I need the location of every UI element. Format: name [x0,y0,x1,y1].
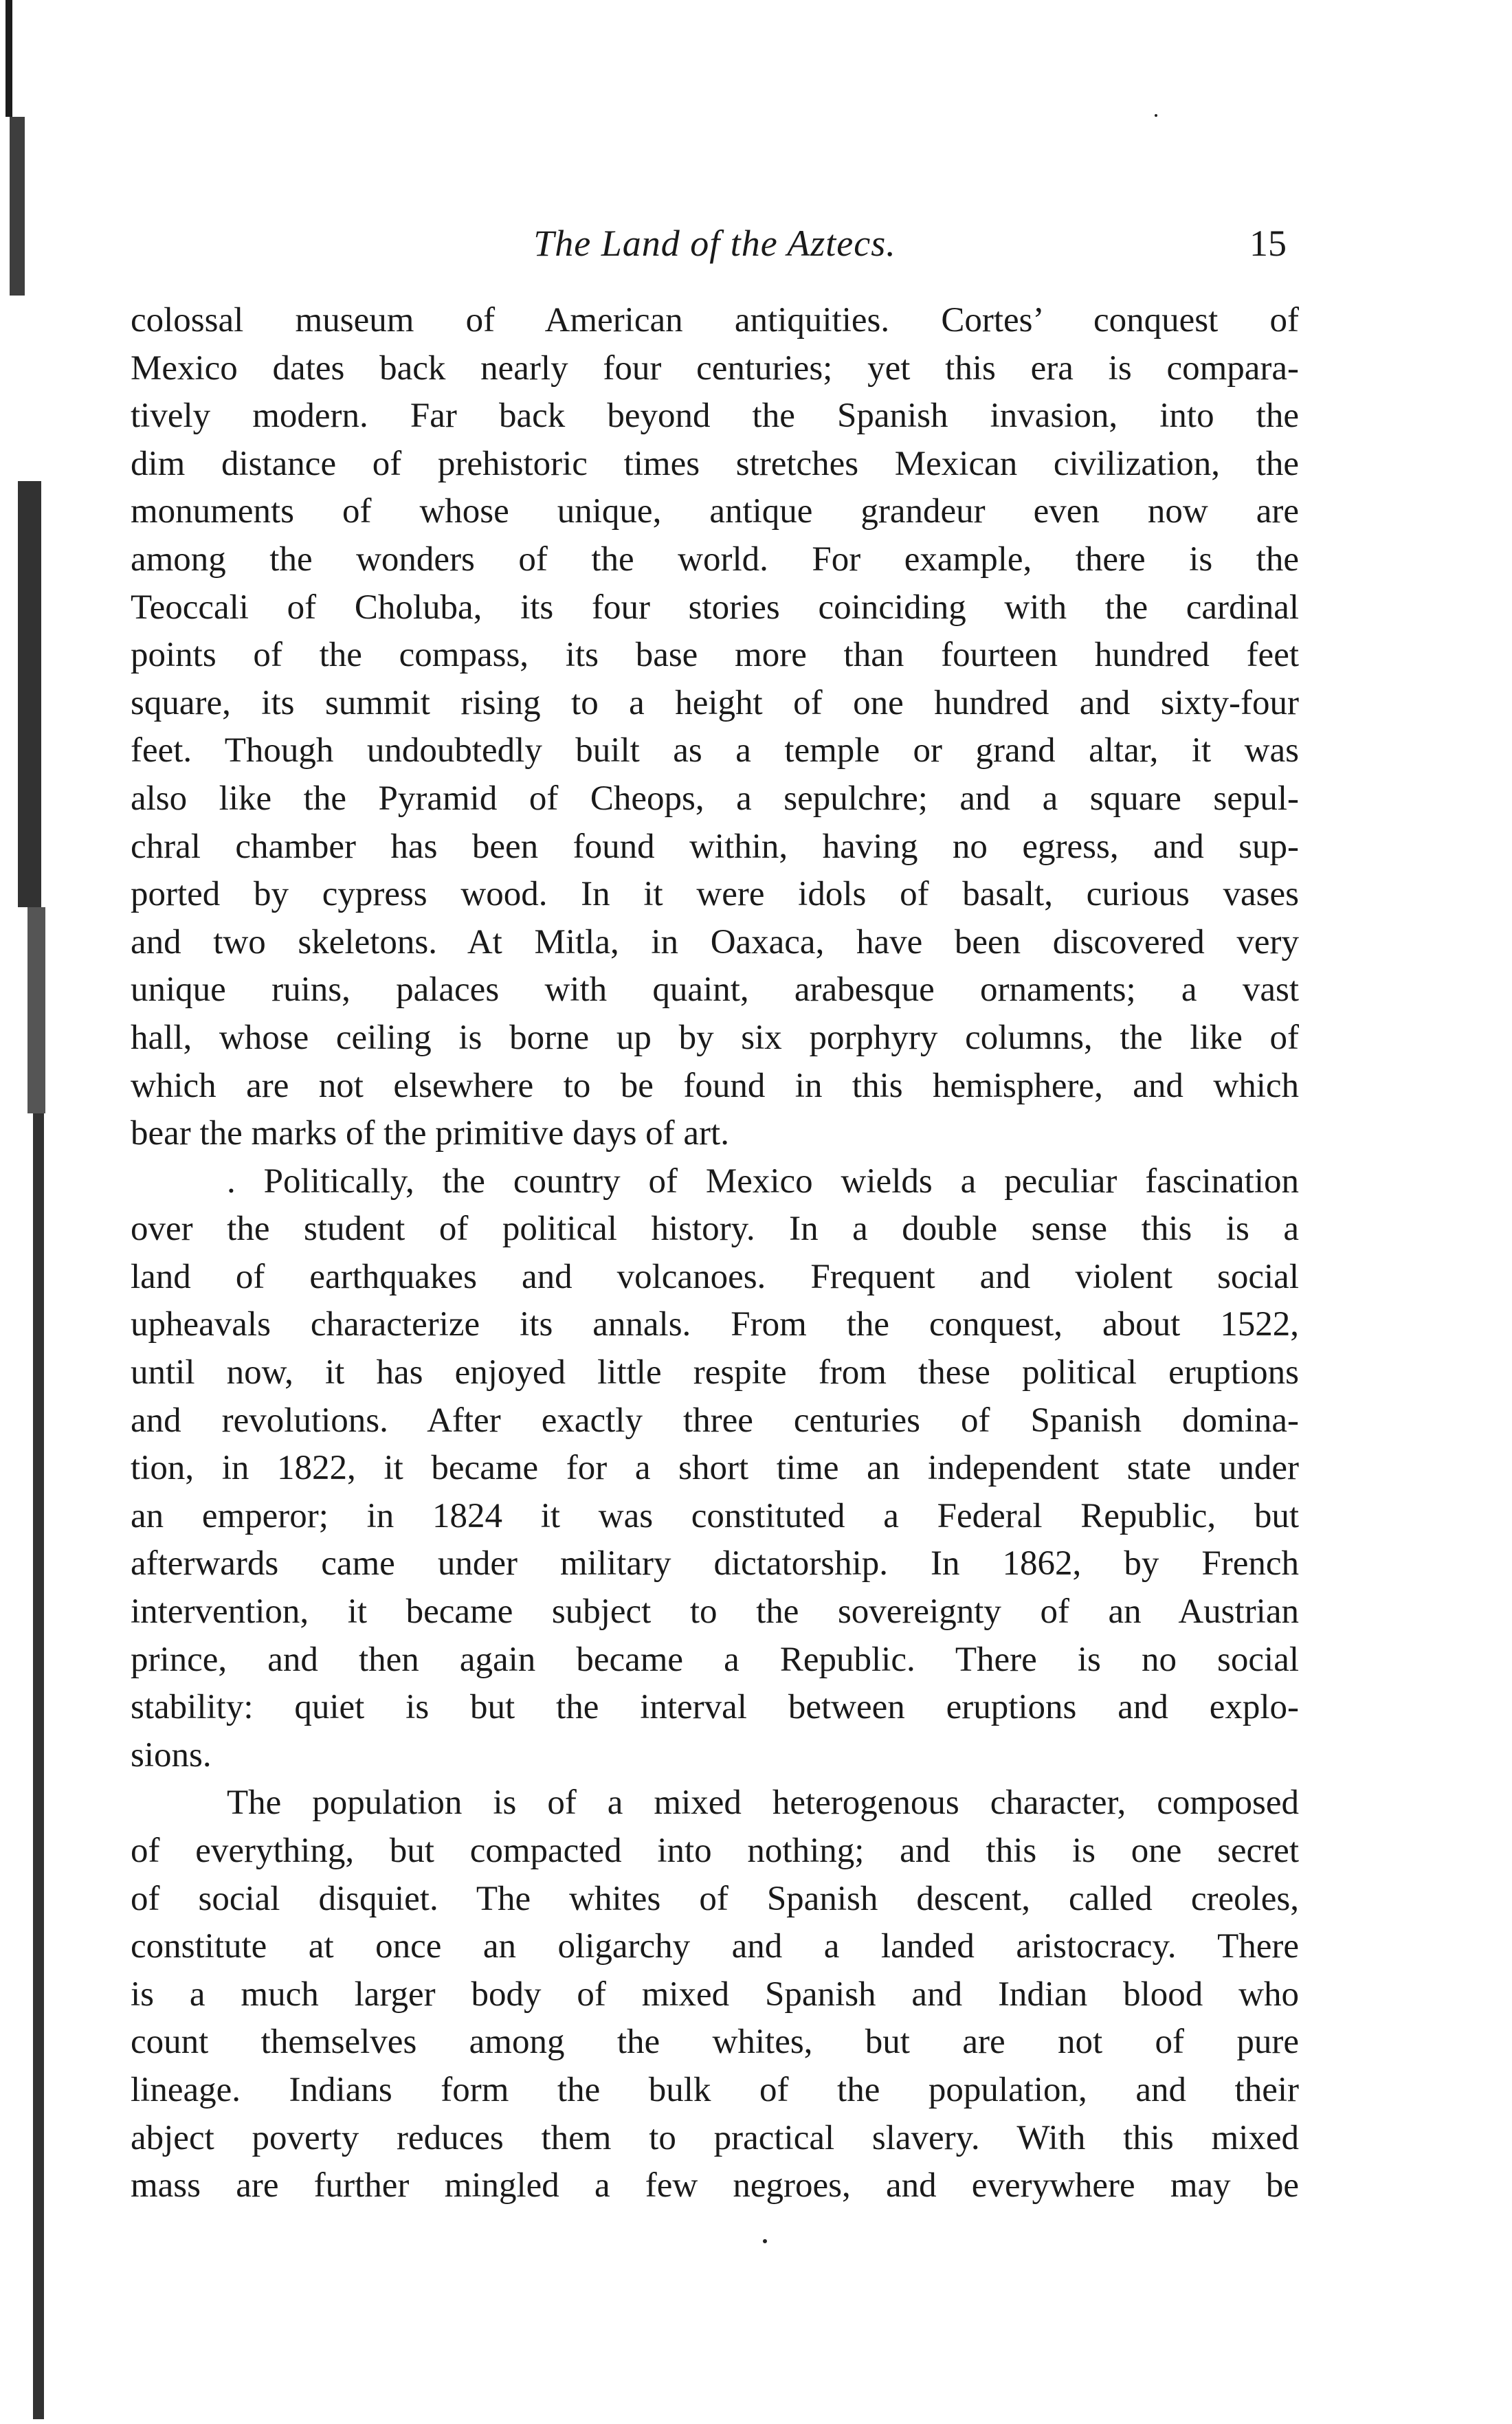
binding-shadow [33,1113,44,2419]
text-line: points of the compass, its base more than fourteen hundred feet [131,636,1299,675]
text-line: colossal museum of American antiquities. Cortes’ conquest of [131,301,1299,340]
text-line: of everything, but compacted into nothing; and this is one secret [131,1832,1299,1870]
body-text [131,297,1299,2210]
text-line: square, its summit rising to a height of one hundred and sixty-four [131,683,1299,722]
text-line: stability: quiet is but the interval between eruptions and explo- [131,1688,1299,1727]
text-line: and revolutions. After exactly three centuries of Spanish domina- [131,1401,1299,1440]
text-line: and two skeletons. At Mitla, in Oaxaca, have been discovered very [131,922,1299,961]
text-line: is a much larger body of mixed Spanish and Indian blood who [131,1975,1299,2014]
text-line: monuments of whose unique, antique grandeur even now are [131,492,1299,531]
text-line: hall, whose ceiling is borne up by six porphyry columns, the like of [131,1018,1299,1057]
scan-speck [763,2239,767,2243]
scan-speck [1155,114,1157,117]
text-line: Teoccali of Choluba, its four stories coinciding with the cardinal [131,588,1299,627]
text-line: among the wonders of the world. For example, there is the [131,540,1299,579]
text-line: intervention, it became subject to the sovereignty of an Austrian [131,1592,1299,1632]
text-line: bear the marks of the primitive days of art. [131,1114,729,1153]
text-line: which are not elsewhere to be found in this hemisphere, and which [131,1066,1299,1105]
text-line: upheavals characterize its annals. From the conquest, about 1522, [131,1305,1299,1344]
text-line: an emperor; in 1824 it was constituted a Federal Republic, but [131,1496,1299,1535]
text-line: ported by cypress wood. In it were idols of basalt, curious vases [131,875,1299,914]
page-number: 15 [1249,223,1287,264]
text-line: constitute at once an oligarchy and a landed aristocracy. There [131,1927,1299,1966]
text-line: of social disquiet. The whites of Spanish descent, called creoles, [131,1879,1299,1918]
page-header [131,219,1299,268]
text-line: . Politically, the country of Mexico wields a peculiar fascination [227,1161,1299,1201]
text-line: afterwards came under military dictatorship. In 1862, by French [131,1544,1299,1583]
text-line: until now, it has enjoyed little respite from these political eruptions [131,1353,1299,1392]
text-line: tion, in 1822, it became for a short time an independent state under [131,1449,1299,1488]
text-line: prince, and then again became a Republic. There is no social [131,1640,1299,1679]
text-line: land of earthquakes and volcanoes. Frequent and violent social [131,1257,1299,1296]
binding-shadow [10,117,25,296]
text-line: unique ruins, palaces with quaint, arabesque ornaments; a vast [131,970,1299,1010]
text-line: dim distance of prehistoric times stretches Mexican civilization, the [131,444,1299,483]
text-line: The population is of a mixed heterogenous character, composed [227,1783,1299,1823]
text-line: chral chamber has been found within, having no egress, and sup- [131,827,1299,866]
running-title: The Land of the Aztecs. [533,223,896,264]
text-line: tively modern. Far back beyond the Spanish invasion, into the [131,397,1299,436]
text-line: count themselves among the whites, but are not of pure [131,2023,1299,2062]
text-line: sions. [131,1735,212,1775]
binding-edge [0,0,48,2424]
text-line: mass are further mingled a few negroes, and everywhere may be [131,2166,1299,2205]
text-line: over the student of political history. In a double sense this is a [131,1210,1299,1249]
text-line: abject poverty reduces them to practical slavery. With this mixed [131,2118,1299,2157]
binding-shadow [27,907,45,1113]
text-line: feet. Though undoubtedly built as a temple or grand altar, it was [131,731,1299,770]
binding-shadow [5,0,12,117]
text-line: also like the Pyramid of Cheops, a sepulchre; and a square sepul- [131,779,1299,818]
text-line: lineage. Indians form the bulk of the population, and their [131,2070,1299,2109]
text-line: Mexico dates back nearly four centuries; yet this era is compara- [131,348,1299,388]
binding-shadow [18,481,41,907]
